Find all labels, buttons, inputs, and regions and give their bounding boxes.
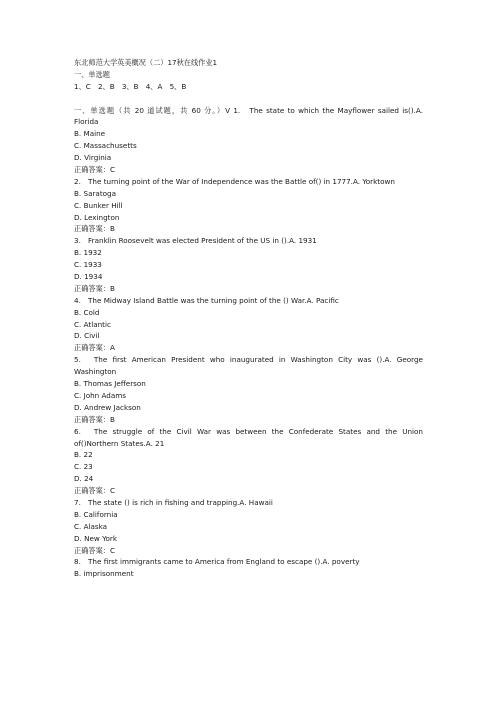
document-line: 3. Franklin Roosevelt was elected President of the US in ().A. 1931	[74, 236, 317, 246]
document-line: D. Andrew Jackson	[74, 402, 141, 412]
document-line: D. Virginia	[74, 153, 112, 163]
document-line: 正确答案：B	[74, 224, 115, 234]
section-heading: 一、单选题	[74, 69, 110, 79]
document-line: D. 24	[74, 474, 94, 484]
document-line: C. Atlantic	[74, 319, 111, 329]
document-line: B. imprisonment	[74, 569, 134, 579]
document-line: 正确答案：C	[74, 486, 115, 496]
document-line: C. Bunker Hill	[74, 200, 123, 210]
document-line: Washington	[74, 367, 117, 377]
document-line: Florida	[74, 117, 99, 127]
document-line: D. 1934	[74, 272, 103, 282]
document-line: 正确答案：C	[74, 545, 115, 555]
document-line: B. Cold	[74, 307, 100, 317]
document-line: C. Massachusetts	[74, 141, 137, 151]
document-line: 一、单选题（共 20 道试题，共 60 分。）V 1. The state to which the Mayflower sailed is().A.	[74, 105, 423, 115]
document-line: 正确答案：B	[74, 414, 115, 424]
document-line: C. 1933	[74, 260, 102, 270]
document-line: 4. The Midway Island Battle was the turning point of the () War.A. Pacific	[74, 295, 339, 305]
document-page	[74, 57, 423, 580]
document-line: B. Thomas Jefferson	[74, 379, 146, 389]
document-line: 8. The first immigrants came to America from England to escape ().A. poverty	[74, 557, 360, 567]
document-line: 正确答案：A	[74, 343, 115, 353]
document-line: B. Saratoga	[74, 188, 117, 198]
document-line: C. 23	[74, 462, 93, 472]
document-line: 正确答案：C	[74, 165, 115, 175]
answer-key: 1、C 2、B 3、B 4、A 5、B	[74, 81, 187, 91]
document-line: C. John Adams	[74, 390, 127, 400]
document-line: 5. The first American President who inaugurated in Washington City was ().A. George	[74, 355, 423, 365]
document-line: 2. The turning point of the War of Independence was the Battle of() in 1777.A. Yorktown	[74, 176, 395, 186]
document-line: 7. The state () is rich in fishing and trapping.A. Hawaii	[74, 497, 273, 507]
document-line: D. Civil	[74, 331, 100, 341]
document-line: C. Alaska	[74, 521, 108, 531]
document-title: 东北师范大学英美概况（二）17秋在线作业1	[74, 58, 218, 67]
document-line: 正确答案：B	[74, 283, 115, 293]
document-line: B. California	[74, 509, 118, 519]
document-line: B. 22	[74, 450, 93, 460]
document-line: D. New York	[74, 533, 118, 543]
document-line: B. 1932	[74, 248, 102, 258]
question-list	[74, 105, 423, 581]
document-line: D. Lexington	[74, 212, 120, 222]
document-line: of()Northern States.A. 21	[74, 438, 165, 448]
document-line: B. Maine	[74, 129, 106, 139]
document-line: 6. The struggle of the Civil War was between the Confederate States and the Union	[74, 426, 423, 436]
